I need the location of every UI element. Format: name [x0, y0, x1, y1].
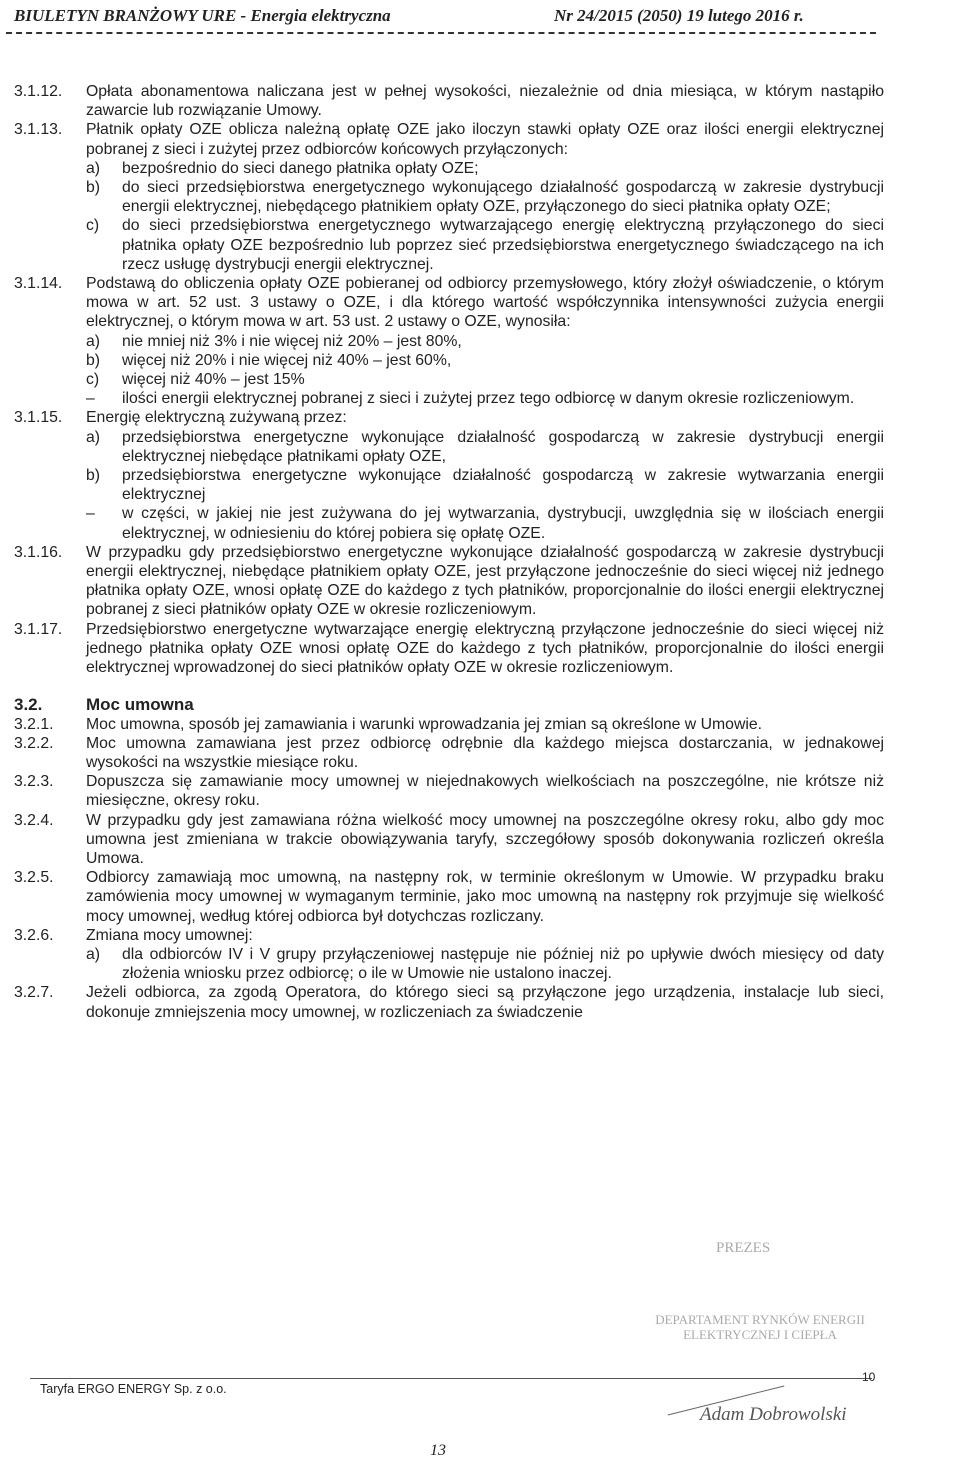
dash-text: ilości energii elektrycznej pobranej z sieci i zużytej przez tego odbiorcę w danym okresie rozliczeniowym.	[122, 390, 855, 408]
dash-point	[86, 504, 884, 542]
sub-text: więcej niż 40% – jest 15%	[122, 371, 305, 389]
clause-number: 3.1.13.	[14, 121, 63, 139]
footer-divider	[30, 1378, 872, 1379]
sub-text: do sieci przedsiębiorstwa energetycznego wykonującego działalność gospodarczą w zakresie dystrybucji energii elektrycznej, niebędącego płatnikiem opłaty OZE, przyłączonego do sieci płatnika opłaty OZE;	[122, 179, 884, 216]
clause-text: Energię elektryczną zużywaną przez:	[86, 409, 347, 427]
sub-letter: c)	[86, 371, 100, 389]
clause-body	[86, 120, 884, 274]
sub-point	[86, 466, 884, 504]
clause-text: W przypadku gdy jest zamawiana różna wielkość mocy umownej na poszczególne okresy roku, albo gdy moc umowna jest zmieniana w trakcie obowiązywania taryfy, szczegółowy sposób dokonywania rozliczeń określa Umowa.	[86, 811, 884, 867]
sub-letter: a)	[86, 428, 101, 446]
department-stamp	[640, 1312, 880, 1342]
sub-text: przedsiębiorstwa energetyczne wykonujące działalność gospodarczą w zakresie dystrybucji energii elektrycznej niebędące płatnikami opłaty OZE,	[122, 428, 884, 465]
stamp-title: PREZES	[716, 1240, 771, 1256]
clause-text: Podstawą do obliczenia opłaty OZE pobieranej od odbiorcy przemysłowego, który złożył oświadczenie, o którym mowa w art. 52 ust. 3 ustawy o OZE, i dla którego wartość współczynnika intensywności zużycia energii elektrycznej, o którym mowa w art. 53 ust. 2 ustawy o OZE, wynosiła:	[86, 275, 884, 331]
dash-mark: –	[86, 505, 95, 523]
bulletin-title: BIULETYN BRANŻOWY URE - Energia elektryczna	[14, 6, 391, 25]
header-divider	[6, 32, 876, 34]
clause	[14, 734, 884, 772]
dash-point	[86, 389, 884, 408]
sub-point	[86, 370, 884, 389]
sub-text: przedsiębiorstwa energetyczne wykonujące działalność gospodarczą w zakresie wytwarzania energii elektrycznej	[122, 467, 884, 504]
clause-number: 3.2.6.	[14, 926, 54, 944]
sub-point	[86, 332, 884, 351]
clause-text: Moc umowna zamawiana jest przez odbiorcę odrębnie dla każdego miejsca dostarczania, w jednakowej wysokości na wszystkie miesiące roku.	[86, 734, 884, 771]
dash-text: w części, w jakiej nie jest zużywana do jej wytwarzania, dystrybucji, uwzględnia się w ilościach energii elektrycznej, w odniesieniu do której pobiera się opłatę OZE.	[122, 505, 884, 542]
stamp-department: DEPARTAMENT RYNKÓW ENERGII ELEKTRYCZNEJ I CIEPŁA	[655, 1312, 865, 1342]
clause	[14, 620, 884, 678]
clause	[14, 543, 884, 620]
clause	[14, 772, 884, 810]
clause	[14, 926, 884, 984]
clause-text: Odbiorcy zamawiają moc umowną, na następny rok, w terminie określonym w Umowie. W przypadku braku zamówienia mocy umownej w wymaganym terminie, jako moc umowną na następny rok przyjmuje się wielkość mocy umownej, według której odbiorca był dotychczas rozliczany.	[86, 869, 884, 925]
clause-number: 3.1.16.	[14, 543, 63, 561]
sub-text: dla odbiorców IV i V grupy przyłączeniowej następuje nie później niż po upływie dwóch miesięcy od daty złożenia wniosku przez odbiorcę; o ile w Umowie nie ustalono inaczej.	[122, 945, 884, 983]
clause	[14, 983, 884, 1021]
clause	[14, 868, 884, 926]
dash-mark: –	[86, 390, 95, 408]
sub-letter: a)	[86, 159, 101, 177]
sub-letter: b)	[86, 351, 101, 369]
sub-point	[86, 428, 884, 466]
spacer	[14, 677, 884, 695]
sub-text: więcej niż 20% i nie więcej niż 40% – jest 60%,	[122, 351, 452, 369]
clause-number: 3.2.4.	[14, 811, 54, 829]
clause-text: Płatnik opłaty OZE oblicza należną opłatę OZE jako iloczyn stawki opłaty OZE oraz ilości energii elektrycznej pobranej z sieci i zużytej przez odbiorców końcowych przyłączonych:	[86, 121, 884, 158]
section-number: 3.2.	[14, 695, 43, 715]
clause-number: 3.2.1.	[14, 715, 54, 733]
clause-text: Opłata abonamentowa naliczana jest w pełnej wysokości, niezależnie od dnia miesiąca, w którym nastąpiło zawarcie lub rozwiązanie Umowy.	[86, 83, 884, 120]
clause-body	[86, 926, 884, 984]
sub-text: bezpośrednio do sieci danego płatnika opłaty OZE;	[122, 159, 479, 177]
sub-text: do sieci przedsiębiorstwa energetycznego wytwarzającego energię elektryczną przyłączonego do sieci płatnika opłaty OZE bezpośrednio lub poprzez sieć przedsiębiorstwa energetycznego świadczącego na ich rzecz usługę dystrybucji energii elektrycznej.	[122, 217, 884, 273]
clause	[14, 408, 884, 542]
clause-number: 3.2.5.	[14, 869, 54, 887]
footer-tariff: Taryfa ERGO ENERGY Sp. z o.o.	[40, 1382, 227, 1396]
approval-stamp	[716, 1240, 770, 1257]
signature: Adam Dobrowolski	[700, 1404, 847, 1425]
sub-text: nie mniej niż 3% i nie więcej niż 20% – jest 80%,	[122, 332, 462, 350]
sub-point	[86, 216, 884, 274]
clause-body	[86, 274, 884, 408]
section-title: Moc umowna	[86, 695, 194, 715]
clause-text: Moc umowna, sposób jej zamawiania i warunki wprowadzania jej zmian są określone w Umowie.	[86, 715, 763, 733]
clause	[14, 715, 884, 734]
clause-number: 3.2.3.	[14, 773, 54, 791]
document-body	[14, 82, 884, 1022]
clause-number: 3.2.2.	[14, 734, 54, 752]
sub-point	[86, 945, 884, 983]
sub-point	[86, 178, 884, 216]
sub-letter: b)	[86, 467, 101, 485]
clause-text: W przypadku gdy przedsiębiorstwo energetyczne wykonujące działalność gospodarczą w zakresie dystrybucji energii elektrycznej, niebędące płatnikiem opłaty OZE, jest przyłączone jednocześnie do sieci więcej niż jednego płatnika opłaty OZE, wnosi opłatę OZE do każdego z tych płatników, proporcjonalnie do ilości energii elektrycznej pobranej z sieci płatników opłaty OZE w okresie rozliczeniowym.	[86, 543, 884, 619]
clause-text: Jeżeli odbiorca, za zgodą Operatora, do którego sieci są przyłączone jego urządzenia, instalacje lub sieci, dokonuje zmniejszenia mocy umownej, w rozliczeniach za świadczenie	[86, 984, 884, 1021]
sub-letter: a)	[86, 945, 101, 963]
clause-number: 3.1.14.	[14, 275, 63, 293]
clause	[14, 811, 884, 869]
clause-number: 3.1.15.	[14, 409, 63, 427]
sub-letter: b)	[86, 179, 101, 197]
clause-text: Dopuszcza się zamawianie mocy umownej w niejednakowych wielkościach na poszczególne, nie krótsze niż miesięczne, okresy roku.	[86, 773, 884, 810]
clause-body	[86, 408, 884, 542]
clause-text: Przedsiębiorstwo energetyczne wytwarzające energię elektryczną przyłączone jednocześnie do sieci więcej niż jednego płatnika opłaty OZE wnosi opłatę OZE do każdego z tych płatników, proporcjonalnie do ilości energii elektrycznej wprowadzonej do sieci płatników opłaty OZE w okresie rozliczeniowym.	[86, 620, 884, 677]
clause	[14, 274, 884, 408]
clause-text: Zmiana mocy umownej:	[86, 926, 253, 944]
clause-number: 3.2.7.	[14, 984, 54, 1002]
bulletin-issue: Nr 24/2015 (2050) 19 lutego 2016 r.	[554, 6, 804, 25]
page-number: 13	[430, 1442, 446, 1459]
clause-number: 3.1.12.	[14, 83, 63, 100]
clause-number: 3.1.17.	[14, 620, 63, 638]
sub-point	[86, 351, 884, 370]
sub-letter: c)	[86, 217, 100, 235]
sub-point	[86, 159, 884, 178]
clause	[14, 82, 884, 120]
clause	[14, 120, 884, 274]
footer-page: 10	[862, 1370, 876, 1384]
sub-letter: a)	[86, 332, 101, 350]
section-heading	[14, 695, 884, 714]
